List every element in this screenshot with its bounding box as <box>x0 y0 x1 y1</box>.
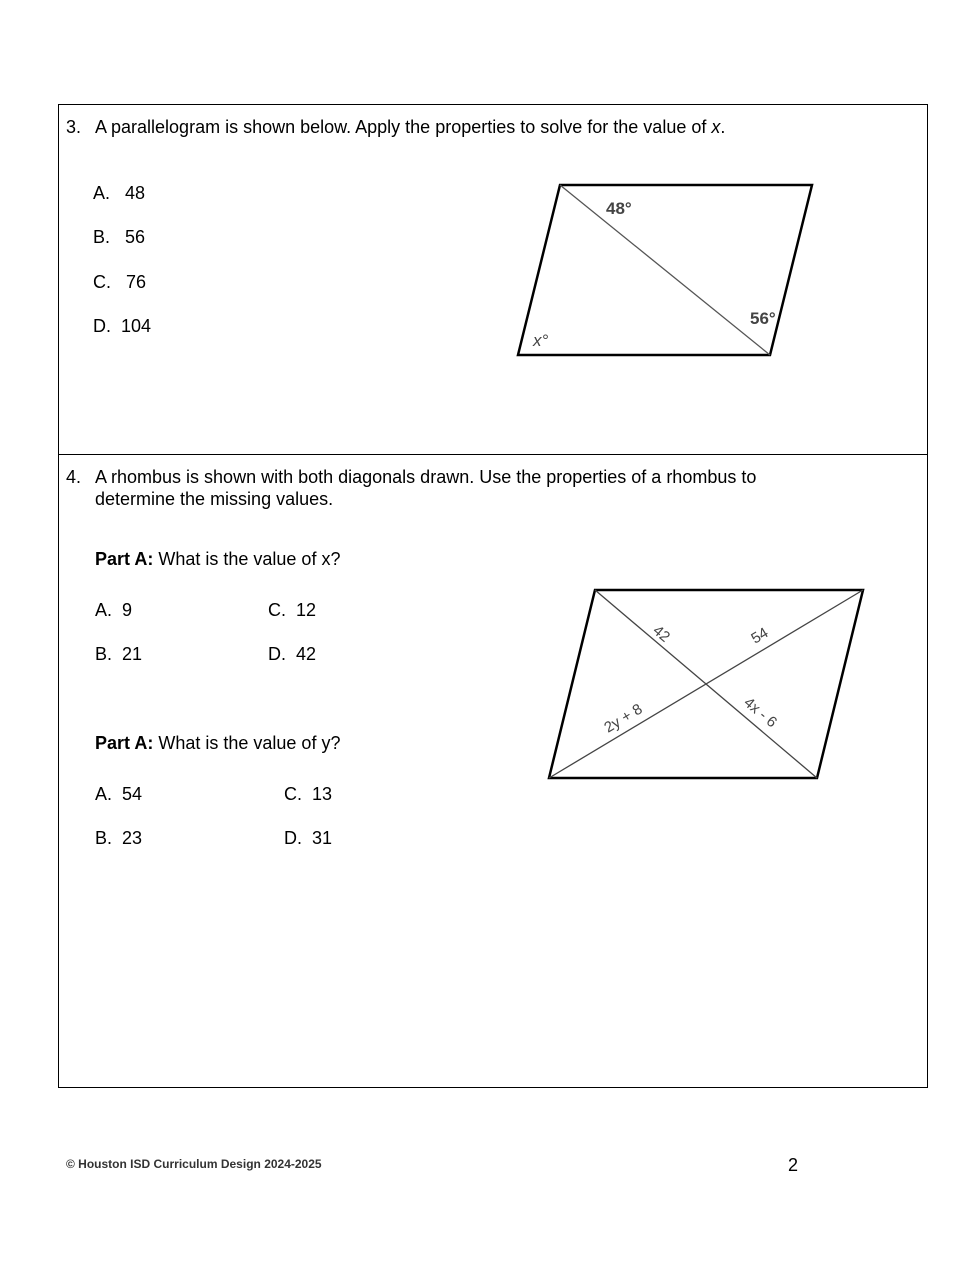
q4a-choice-c[interactable] <box>268 599 316 621</box>
segment-2y-plus-8-label: 2y + 8 <box>601 700 646 737</box>
q4b-choice-a[interactable] <box>95 783 142 805</box>
choice-letter: C. <box>268 600 286 620</box>
choice-letter: A. <box>95 784 113 804</box>
choice-value: 21 <box>122 644 143 664</box>
choice-value: 54 <box>122 784 143 804</box>
angle-56-label: 56° <box>750 309 776 328</box>
part-label: Part A: <box>95 549 154 569</box>
choice-value: 76 <box>126 272 147 292</box>
q4-number: 4. <box>66 467 82 487</box>
parallelogram-figure <box>505 175 825 365</box>
q3-choice-d[interactable] <box>93 315 151 337</box>
q4a-choice-d[interactable] <box>268 643 316 665</box>
choice-value: 31 <box>312 828 333 848</box>
parallelogram-diagonal <box>560 185 770 355</box>
q4a-choice-a[interactable] <box>95 599 132 621</box>
choice-value: 12 <box>296 600 317 620</box>
q3-number: 3. <box>66 117 82 137</box>
choice-value: 48 <box>125 183 146 203</box>
choice-letter: A. <box>93 183 111 203</box>
choice-value: 23 <box>122 828 143 848</box>
choice-value: 13 <box>312 784 333 804</box>
part-question: What is the value of x? <box>158 549 341 569</box>
q4b-choice-d[interactable] <box>284 827 332 849</box>
choice-letter: D. <box>268 644 286 664</box>
part-question: What is the value of y? <box>158 733 341 753</box>
footer-copyright: © Houston ISD Curriculum Design 2024-2025 <box>66 1157 322 1171</box>
choice-value: 56 <box>125 227 146 247</box>
segment-4x-minus-6-label: 4x - 6 <box>740 694 781 732</box>
choice-letter: B. <box>95 828 113 848</box>
rhombus-diagonal-2 <box>549 590 863 778</box>
segment-42-label: 42 <box>649 622 674 646</box>
angle-x-label: x° <box>533 331 549 350</box>
q4-part-a-heading <box>95 548 340 570</box>
q4b-choice-b[interactable] <box>95 827 142 849</box>
choice-letter: B. <box>95 644 113 664</box>
rhombus-figure <box>540 580 870 790</box>
q3-choice-b[interactable] <box>93 226 145 248</box>
q3-prompt-variable: x <box>711 117 721 137</box>
q4-part-b-heading <box>95 732 340 754</box>
q3-prompt-end: . <box>720 117 726 137</box>
page-number: 2 <box>788 1155 799 1175</box>
q3-choice-a[interactable] <box>93 182 145 204</box>
q4-prompt-line1: A rhombus is shown with both diagonals drawn. Use the properties of a rhombus to <box>95 467 757 487</box>
choice-letter: A. <box>95 600 113 620</box>
choice-letter: C. <box>93 272 111 292</box>
choice-letter: C. <box>284 784 302 804</box>
row-divider <box>58 454 928 455</box>
q4-prompt-line2: determine the missing values. <box>95 489 334 509</box>
q3-prompt-text: A parallelogram is shown below. Apply the properties to solve for the value of <box>95 117 712 137</box>
choice-value: 104 <box>121 316 152 336</box>
choice-letter: B. <box>93 227 111 247</box>
q3-prompt <box>95 116 725 138</box>
q3-choice-c[interactable] <box>93 271 146 293</box>
angle-48-label: 48° <box>606 199 632 218</box>
q4b-choice-c[interactable] <box>284 783 332 805</box>
choice-letter: D. <box>93 316 111 336</box>
q4a-choice-b[interactable] <box>95 643 142 665</box>
choice-value: 42 <box>296 644 317 664</box>
segment-54-label: 54 <box>748 624 772 648</box>
choice-value: 9 <box>122 600 133 620</box>
part-label: Part A: <box>95 733 154 753</box>
choice-letter: D. <box>284 828 302 848</box>
